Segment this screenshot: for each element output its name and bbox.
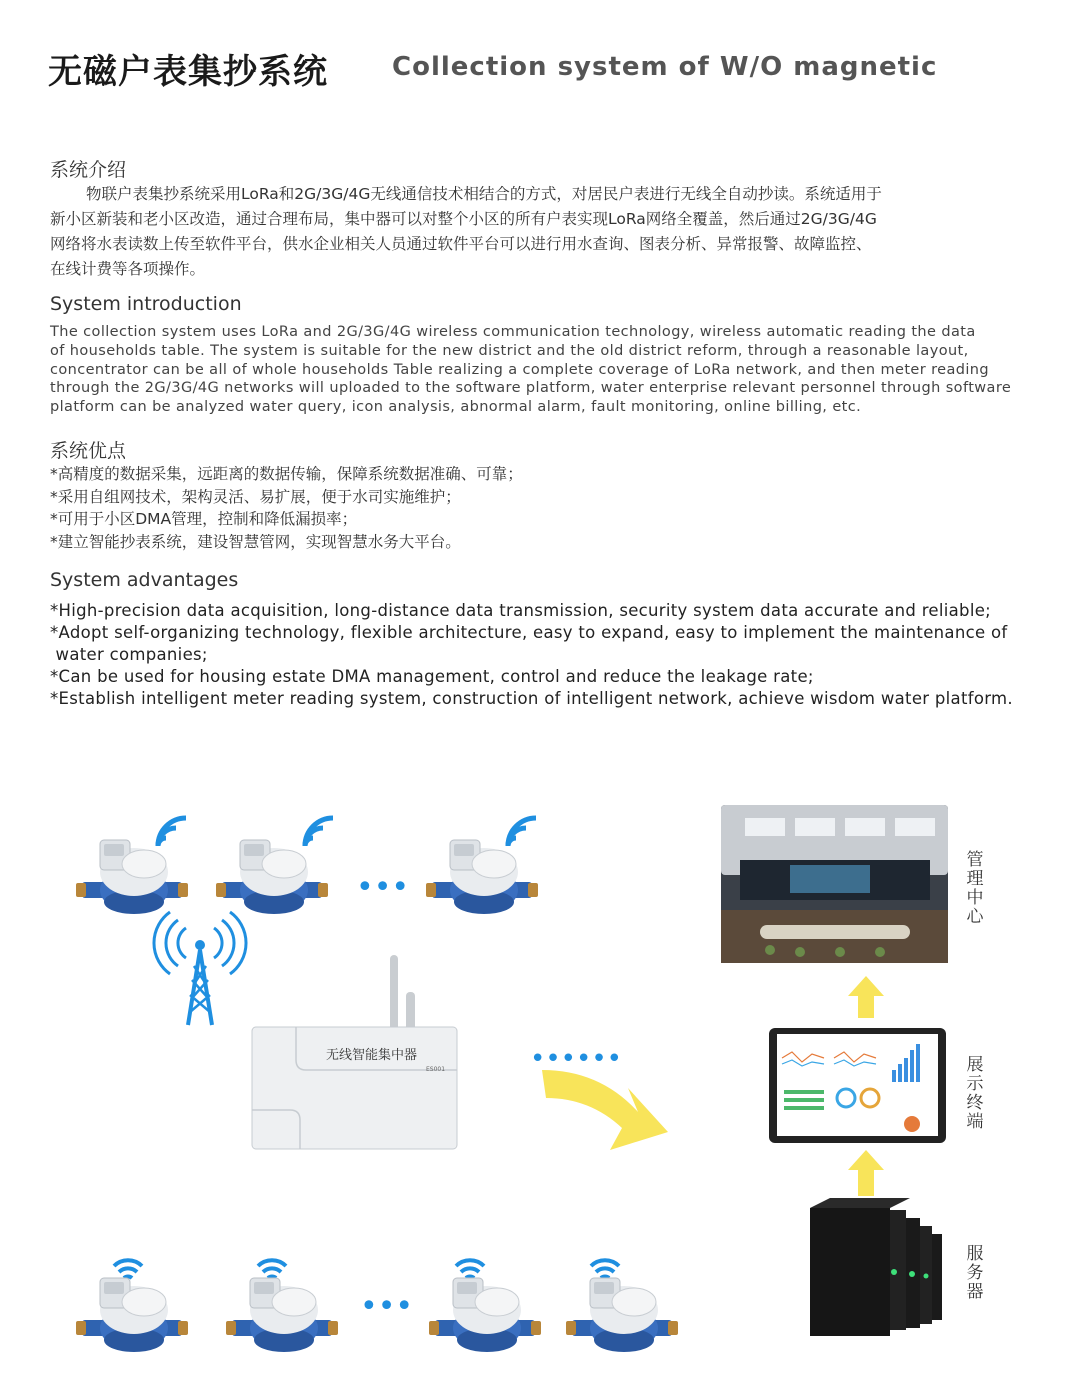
adv-en-item: *Can be used for housing estate DMA management, control and reduce the leakage rate; — [50, 667, 814, 686]
adv-cn-heading: 系统优点 — [50, 440, 127, 462]
adv-en-item: *Establish intelligent meter reading system, construction of intelligent network, achieve wisdom water platform. — [50, 689, 1013, 708]
management-center-photo — [721, 805, 948, 963]
water-meter-icon — [76, 1278, 188, 1352]
wireless-signal-icon — [456, 1260, 484, 1278]
server-label: 服务器 — [966, 1244, 984, 1302]
wireless-signal-icon — [508, 818, 536, 846]
adv-en-item: *High-precision data acquisition, long-distance data transmission, security system data accurate and reliable; — [50, 601, 992, 620]
adv-cn-item: *高精度的数据采集，远距离的数据传输，保障系统数据准确、可靠； — [50, 465, 523, 483]
management-center-label: 管理中心 — [966, 850, 984, 927]
wireless-signal-icon — [591, 1260, 619, 1278]
adv-en-item: *Adopt self-organizing technology, flexible architecture, easy to expand, easy to implement the maintenance of — [50, 623, 1008, 642]
display-terminal-label: 展示终端 — [966, 1055, 984, 1132]
signal-tower-icon — [154, 912, 246, 1025]
intro-en-line: of households table. The system is suitable for the new district and the old district reform, through a reasonable layout, — [50, 342, 969, 359]
water-meter-icon — [426, 840, 538, 914]
up-arrow-icon — [848, 1150, 884, 1196]
ellipsis-dots: ••• — [360, 1289, 414, 1324]
adv-en-heading: System advantages — [50, 569, 239, 591]
page-title-en: Collection system of W/O magnetic — [392, 52, 938, 82]
intro-cn-line: 新小区新装和老小区改造，通过合理布局，集中器可以对整个小区的所有户表实现LoRa网络全覆盖，然后通过2G/3G/4G — [50, 210, 877, 228]
display-terminal-tablet — [769, 1028, 946, 1143]
wireless-signal-icon — [305, 818, 333, 846]
concentrator-model: ES001 — [426, 1066, 446, 1073]
wireless-signal-icon — [114, 1260, 142, 1278]
intro-en-line: platform can be analyzed water query, icon analysis, abnormal alarm, fault monitoring, online billing, etc. — [50, 399, 862, 416]
concentrator-label: 无线智能集中器 — [326, 1048, 418, 1063]
ellipsis-dots: ••• — [356, 870, 410, 905]
server-rack-icon — [810, 1198, 942, 1336]
water-meter-icon — [429, 1278, 541, 1352]
intro-en-line: concentrator can be all of whole households Table realizing a complete coverage of LoRa network, and then meter reading — [50, 361, 989, 378]
wireless-signal-icon — [258, 1260, 286, 1278]
intro-cn-line: 在线计费等各项操作。 — [50, 260, 206, 278]
adv-cn-item: *建立智能抄表系统，建设智慧管网，实现智慧水务大平台。 — [50, 532, 461, 551]
water-meter-icon — [76, 840, 188, 914]
yellow-arrow-icon — [542, 1070, 668, 1150]
up-arrow-icon — [848, 976, 884, 1018]
intro-cn-paragraph — [50, 182, 990, 282]
water-meter-icon — [226, 1278, 338, 1352]
intro-cn-heading: 系统介绍 — [50, 159, 127, 181]
intro-en-heading: System introduction — [50, 293, 242, 315]
intro-cn-line: 网络将水表读数上传至软件平台，供水企业相关人员通过软件平台可以进行用水查询、图表分析、异常报警、故障监控、 — [50, 235, 872, 253]
adv-en-list — [50, 600, 1050, 710]
water-meter-icon — [566, 1278, 678, 1352]
intro-en-line: through the 2G/3G/4G networks will uploaded to the software platform, water enterprise relevant personnel through software — [50, 380, 1012, 397]
water-meter-icon — [216, 840, 328, 914]
page-title-cn: 无磁户表集抄系统 — [48, 52, 328, 92]
wireless-signal-icon — [158, 818, 186, 846]
intro-en-paragraph — [50, 323, 1060, 417]
ellipsis-dots-long: •••••• — [530, 1044, 623, 1074]
intro-en-line: The collection system uses LoRa and 2G/3G/4G wireless communication technology, wireless automatic reading the data — [50, 324, 976, 340]
adv-en-item: water companies; — [50, 645, 208, 664]
adv-cn-item: *可用于小区DMA管理，控制和降低漏损率； — [50, 510, 358, 528]
adv-cn-list — [50, 463, 523, 553]
adv-cn-item: *采用自组网技术，架构灵活、易扩展，便于水司实施维护； — [50, 487, 461, 506]
system-diagram — [0, 740, 1067, 1390]
intro-cn-line: 物联户表集抄系统采用LoRa和2G/3G/4G无线通信技术相结合的方式，对居民户表进行无线全自动抄读。系统适用于 — [86, 185, 882, 203]
